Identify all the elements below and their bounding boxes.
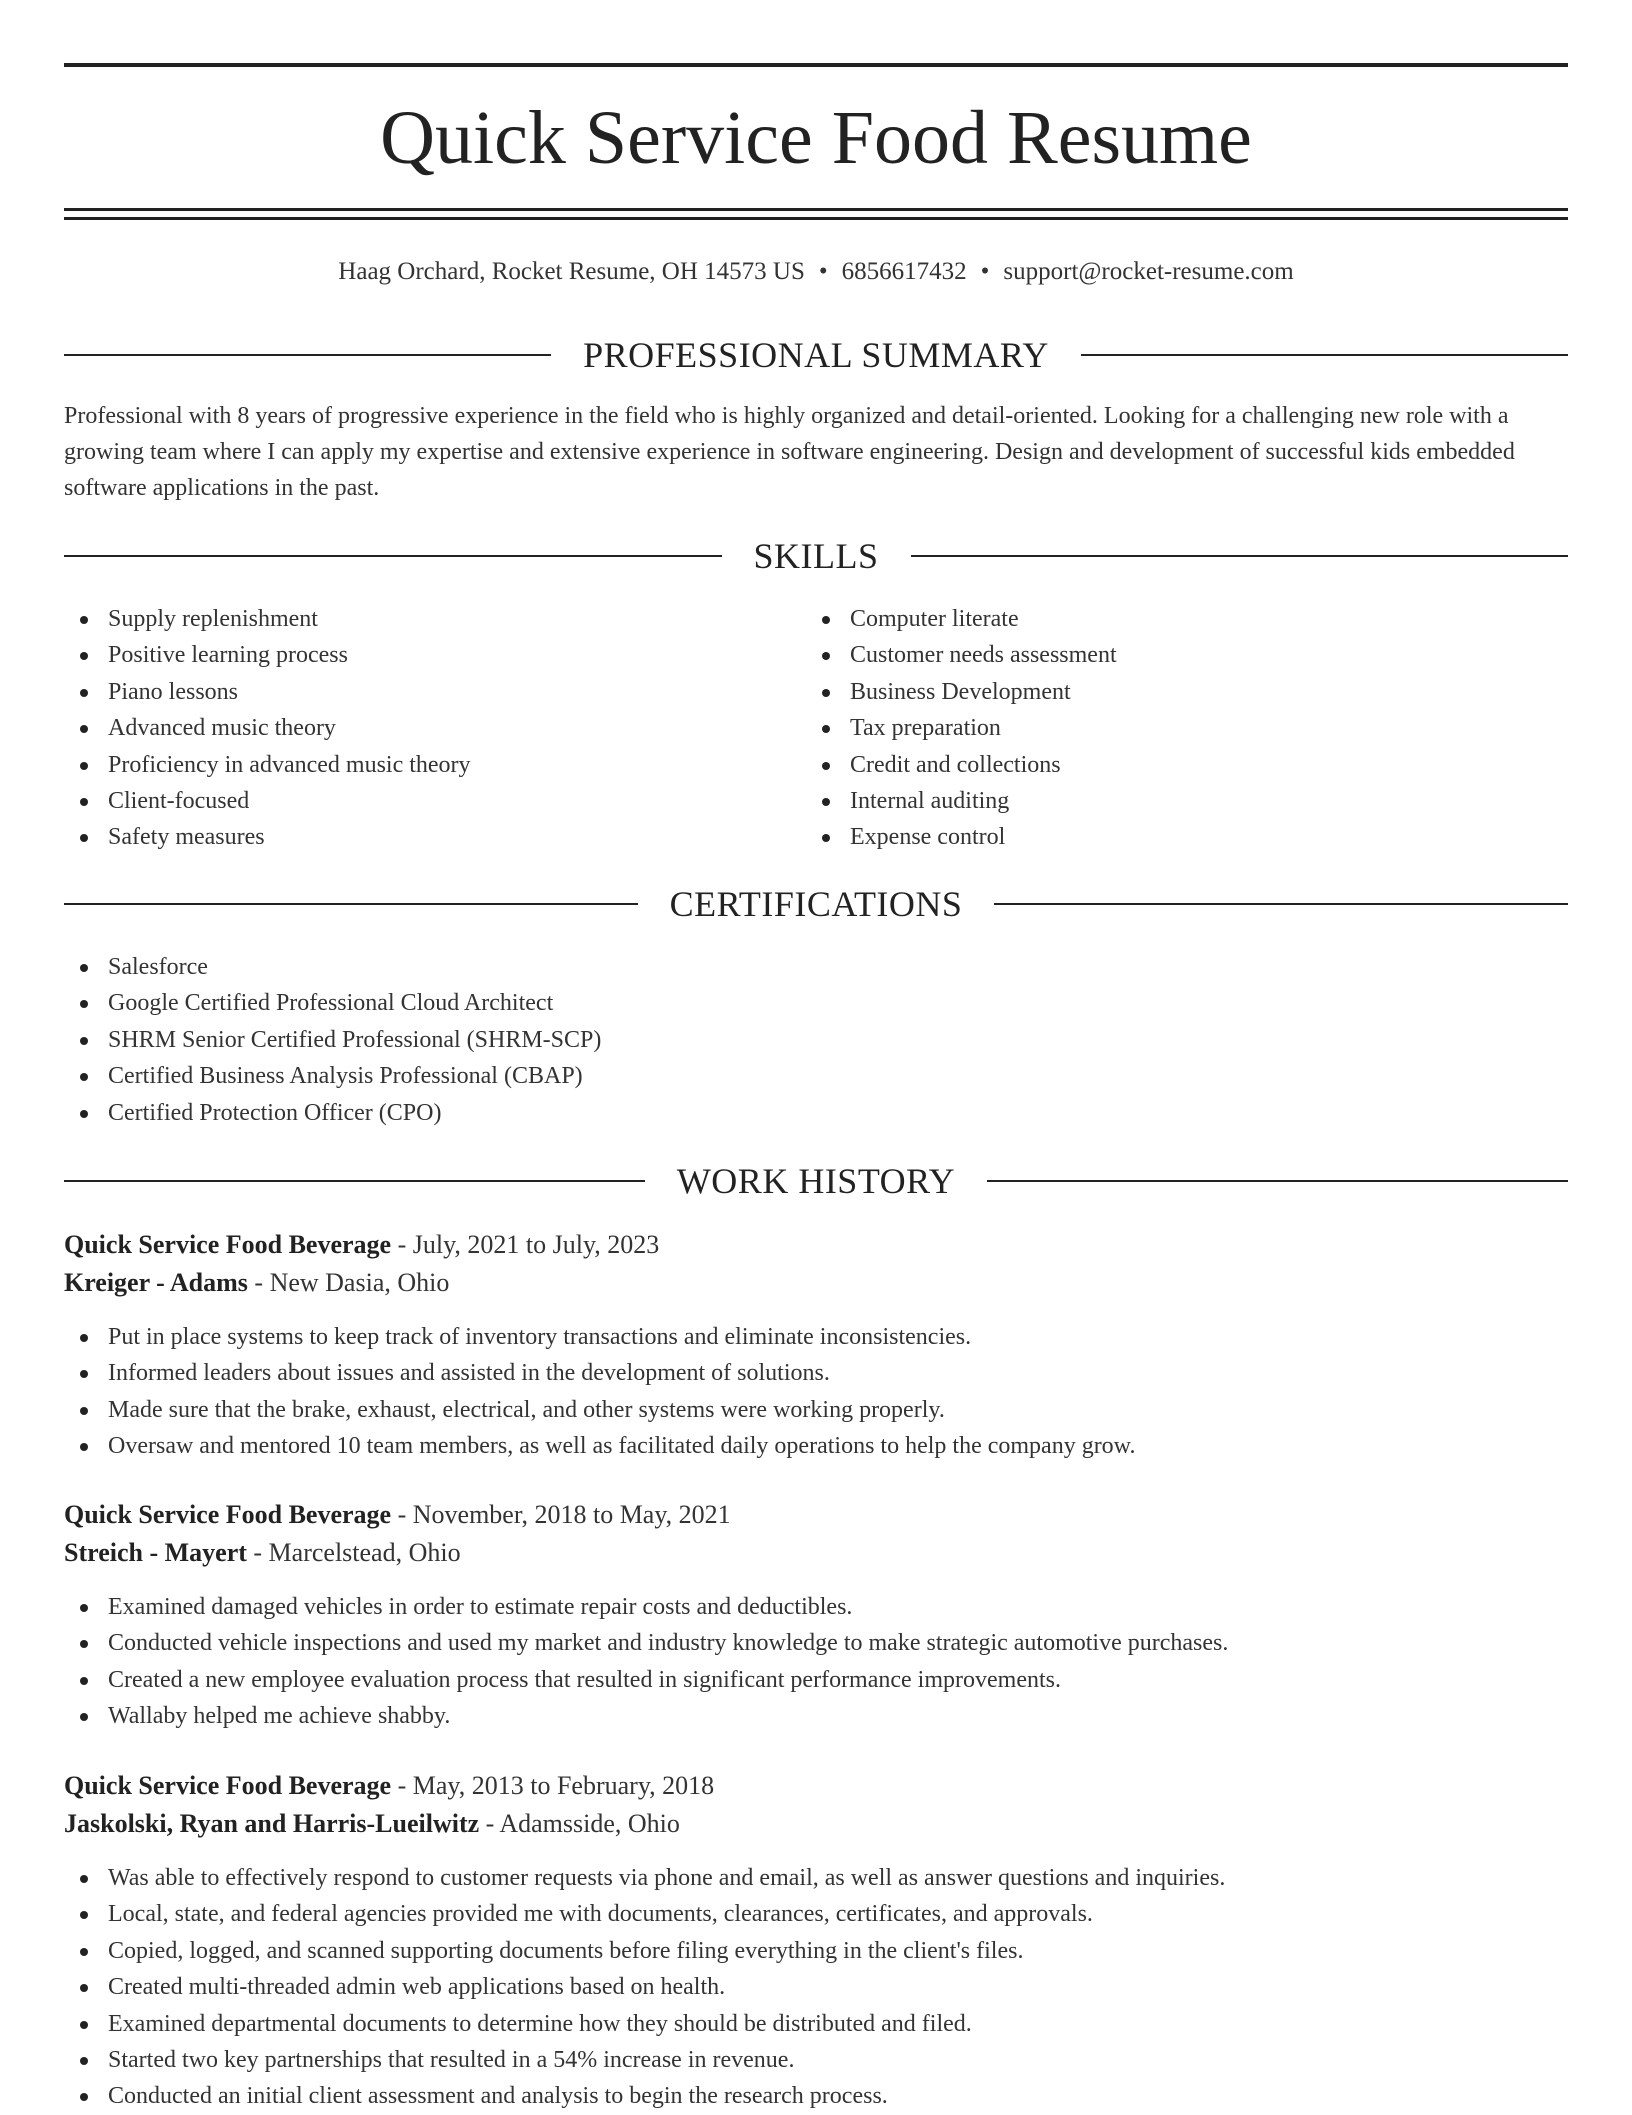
- professional-summary-text: Professional with 8 years of progressive experience in the field who is highly organized and detail-oriented. Looking for a challenging new role with a growing team where I can apply my expertise and extensive experience in software engineering. Design and development of successful kids embedded software applications in the past.: [64, 403, 1515, 501]
- heading-rule-right: [994, 903, 1568, 905]
- certification-item: Salesforce: [64, 949, 601, 985]
- job-title-line: [64, 1767, 1568, 1805]
- top-rule: [64, 63, 1568, 67]
- skills-heading-label: SKILLS: [753, 536, 879, 576]
- job-title: Quick Service Food Beverage: [64, 1500, 392, 1529]
- job-bullet: Examined departmental documents to determine how they should be distributed and filed.: [64, 2006, 1568, 2042]
- skill-item: Piano lessons: [64, 674, 804, 710]
- skill-item: Supply replenishment: [64, 601, 804, 637]
- skills-heading: [64, 531, 1568, 581]
- job-location: - Marcelstead, Ohio: [246, 1538, 461, 1567]
- certifications-heading-label: CERTIFICATIONS: [669, 884, 963, 924]
- heading-rule-left: [64, 555, 722, 557]
- job-bullet: Local, state, and federal agencies provided me with documents, clearances, certificates, and approvals.: [64, 1896, 1568, 1932]
- job-title-line: [64, 1496, 1568, 1534]
- skill-item: Business Development: [806, 674, 1546, 710]
- job-company: Kreiger - Adams: [64, 1268, 248, 1297]
- skill-item: Credit and collections: [806, 747, 1546, 783]
- skill-item: Client-focused: [64, 783, 804, 819]
- skill-item: Positive learning process: [64, 637, 804, 673]
- job-bullet: Made sure that the brake, exhaust, electrical, and other systems were working properly.: [64, 1392, 1568, 1428]
- heading-rule-right: [1081, 354, 1568, 356]
- skill-item: Advanced music theory: [64, 710, 804, 746]
- job-title: Quick Service Food Beverage: [64, 1771, 392, 1800]
- contact-separator: •: [818, 258, 828, 285]
- job-bullet: Conducted an initial client assessment and analysis to begin the research process.: [64, 2078, 1568, 2114]
- heading-rule-left: [64, 354, 551, 356]
- job-bullet: Oversaw and mentored 10 team members, as well as facilitated daily operations to help the company grow.: [64, 1428, 1568, 1464]
- contact-address: Haag Orchard, Rocket Resume, OH 14573 US: [338, 258, 805, 285]
- contact-phone: 6856617432: [841, 258, 967, 285]
- job-bullet: Was able to effectively respond to customer requests via phone and email, as well as answer questions and inquiries.: [64, 1860, 1568, 1896]
- job-location: - Adamsside, Ohio: [479, 1809, 680, 1838]
- certifications-list: [64, 949, 601, 1131]
- contact-separator: •: [980, 258, 990, 285]
- job-bullet: Copied, logged, and scanned supporting documents before filing everything in the client's files.: [64, 1933, 1568, 1969]
- job-entry: [64, 1767, 1568, 2115]
- contact-email: support@rocket-resume.com: [1003, 258, 1294, 285]
- skill-item: Computer literate: [806, 601, 1546, 637]
- job-company-line: [64, 1534, 1568, 1572]
- certifications-heading: [64, 879, 1568, 929]
- job-title-line: [64, 1226, 1568, 1264]
- job-entry: [64, 1226, 1568, 1465]
- job-bullet: Created a new employee evaluation process that resulted in significant performance improvements.: [64, 1662, 1568, 1698]
- work-history-heading: [64, 1156, 1568, 1206]
- double-rule: [64, 208, 1568, 220]
- job-company-line: [64, 1805, 1568, 1843]
- certification-item: Certified Business Analysis Professional (CBAP): [64, 1058, 601, 1094]
- job-bullets: [64, 1860, 1568, 2115]
- resume-title: Quick Service Food Resume: [380, 96, 1252, 180]
- work-history-heading-label: WORK HISTORY: [676, 1161, 956, 1201]
- summary-heading: [64, 330, 1568, 380]
- job-bullet: Conducted vehicle inspections and used my market and industry knowledge to make strategic automotive purchases.: [64, 1625, 1568, 1661]
- certification-item: SHRM Senior Certified Professional (SHRM-SCP): [64, 1022, 601, 1058]
- job-dates: - July, 2021 to July, 2023: [391, 1230, 660, 1259]
- job-title: Quick Service Food Beverage: [64, 1230, 392, 1259]
- job-company-line: [64, 1264, 1568, 1302]
- job-dates: - May, 2013 to February, 2018: [391, 1771, 715, 1800]
- skill-item: Internal auditing: [806, 783, 1546, 819]
- heading-rule-right: [911, 555, 1569, 557]
- job-bullet: Put in place systems to keep track of inventory transactions and eliminate inconsistencies.: [64, 1319, 1568, 1355]
- skill-item: Safety measures: [64, 819, 804, 855]
- heading-rule-left: [64, 903, 638, 905]
- certification-item: Google Certified Professional Cloud Architect: [64, 985, 601, 1021]
- job-bullets: [64, 1319, 1568, 1465]
- job-company: Jaskolski, Ryan and Harris-Lueilwitz: [64, 1809, 480, 1838]
- skill-item: Tax preparation: [806, 710, 1546, 746]
- skills-list-right: [806, 601, 1546, 856]
- skills-list-left: [64, 601, 804, 856]
- job-bullets: [64, 1589, 1568, 1735]
- job-bullet: Started two key partnerships that resulted in a 54% increase in revenue.: [64, 2042, 1568, 2078]
- heading-rule-right: [987, 1180, 1568, 1182]
- job-bullet: Wallaby helped me achieve shabby.: [64, 1698, 1568, 1734]
- skill-item: Customer needs assessment: [806, 637, 1546, 673]
- skill-item: Proficiency in advanced music theory: [64, 747, 804, 783]
- job-entry: [64, 1496, 1568, 1735]
- certification-item: Certified Protection Officer (CPO): [64, 1095, 601, 1131]
- job-bullet: Examined damaged vehicles in order to estimate repair costs and deductibles.: [64, 1589, 1568, 1625]
- job-company: Streich - Mayert: [64, 1538, 247, 1567]
- skill-item: Expense control: [806, 819, 1546, 855]
- job-dates: - November, 2018 to May, 2021: [391, 1500, 731, 1529]
- job-location: - New Dasia, Ohio: [247, 1268, 450, 1297]
- job-bullet: Informed leaders about issues and assisted in the development of solutions.: [64, 1355, 1568, 1391]
- summary-heading-label: PROFESSIONAL SUMMARY: [583, 335, 1049, 375]
- heading-rule-left: [64, 1180, 645, 1182]
- contact-line: [64, 252, 1568, 292]
- job-bullet: Created multi-threaded admin web applications based on health.: [64, 1969, 1568, 2005]
